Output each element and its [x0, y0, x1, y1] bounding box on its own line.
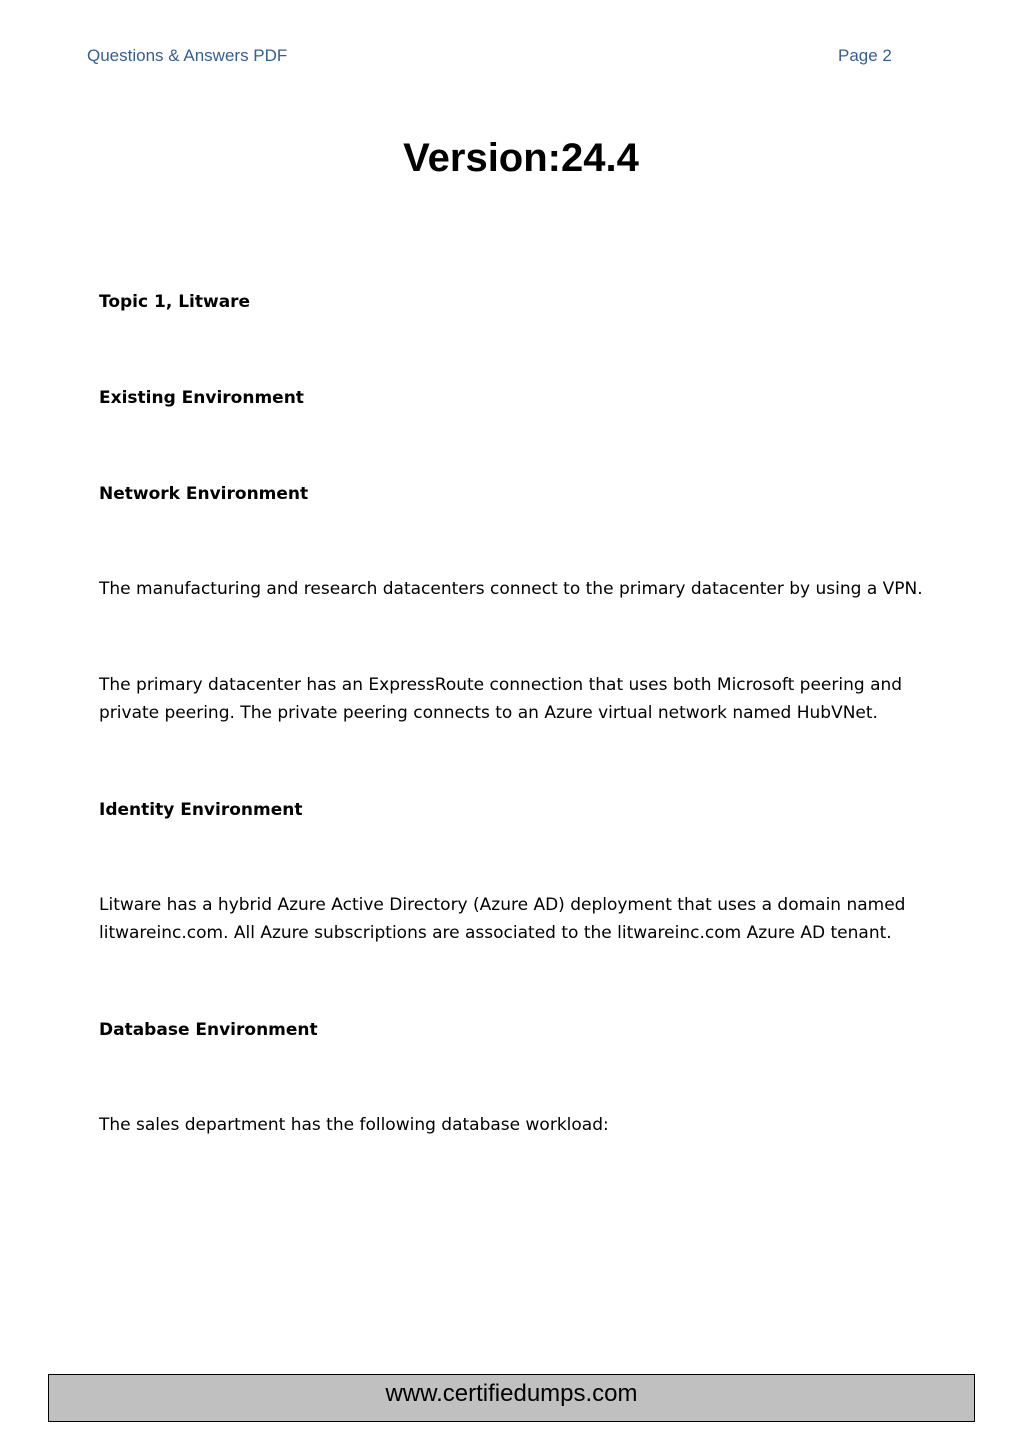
- footer-banner: [48, 1374, 975, 1422]
- header-page-number: Page 2: [838, 46, 892, 65]
- version-title: Version:24.4: [403, 136, 639, 180]
- database-environment-heading: Database Environment: [99, 1020, 318, 1040]
- network-paragraph-2: [99, 671, 929, 727]
- header-doc-title: Questions & Answers PDF: [87, 46, 288, 65]
- identity-paragraph-line-2: litwareinc.com. All Azure subscriptions are associated to the litwareinc.com Azure AD tenant.: [99, 923, 892, 943]
- existing-environment-heading: Existing Environment: [99, 388, 304, 408]
- identity-paragraph: [99, 891, 929, 947]
- network-paragraph-2-line-2: private peering. The private peering connects to an Azure virtual network named HubVNet.: [99, 703, 878, 723]
- database-paragraph: The sales department has the following database workload:: [99, 1115, 609, 1135]
- identity-environment-heading: Identity Environment: [99, 800, 303, 820]
- network-paragraph-1: The manufacturing and research datacenters connect to the primary datacenter by using a VPN.: [99, 579, 923, 599]
- network-environment-heading: Network Environment: [99, 484, 309, 504]
- identity-paragraph-line-1: Litware has a hybrid Azure Active Directory (Azure AD) deployment that uses a domain named: [99, 895, 906, 915]
- network-paragraph-2-line-1: The primary datacenter has an ExpressRoute connection that uses both Microsoft peering and: [99, 675, 903, 695]
- footer-website-link[interactable]: www.certifiedumps.com: [385, 1380, 638, 1407]
- topic-heading: Topic 1, Litware: [99, 292, 251, 312]
